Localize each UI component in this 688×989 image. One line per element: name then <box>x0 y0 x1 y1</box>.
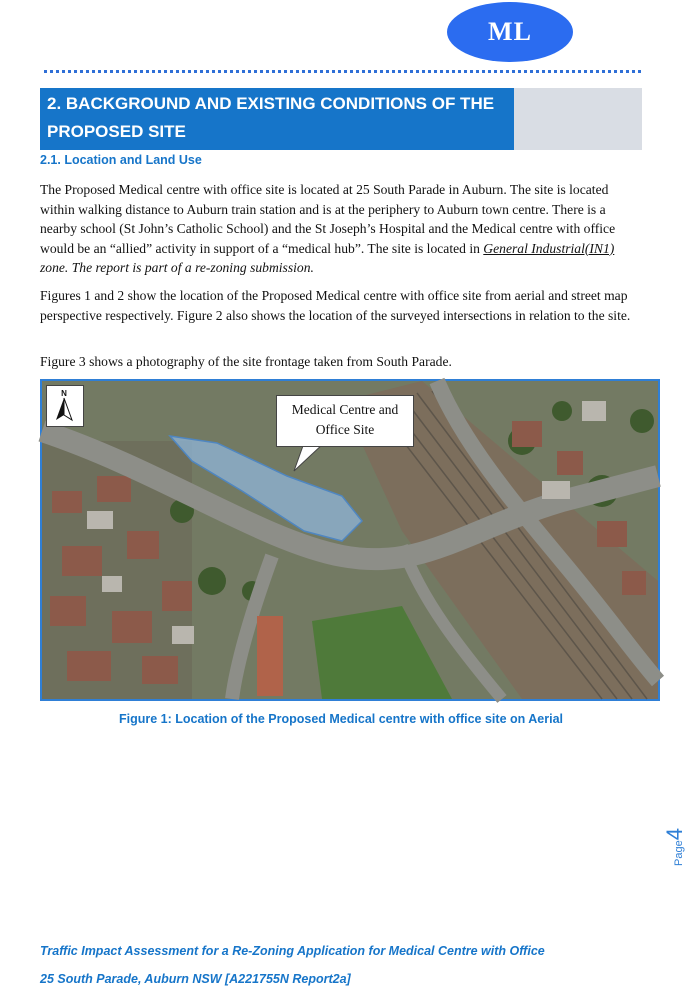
page-number <box>662 828 688 866</box>
paragraph-location <box>40 180 640 278</box>
site-callout <box>276 395 414 447</box>
footer-address: 25 South Parade, Auburn NSW [A221755N Report2a] <box>40 972 351 986</box>
page-word: Page <box>673 840 685 866</box>
north-arrow <box>46 385 84 427</box>
footer-title: Traffic Impact Assessment for a Re-Zoning Application for Medical Centre with Office <box>40 944 545 958</box>
paragraph-photo: Figure 3 shows a photography of the site frontage taken from South Parade. <box>40 354 452 369</box>
north-label: N <box>61 389 67 398</box>
section-heading-line1: 2. BACKGROUND AND EXISTING CONDITIONS OF THE <box>47 94 495 113</box>
aerial-map-figure <box>40 379 660 701</box>
section-heading-line2: PROPOSED SITE <box>47 122 186 141</box>
zone-link[interactable]: General Industrial(IN1) <box>483 240 615 256</box>
paragraph-location-tail: zone. The report is part of a re-zoning submission. <box>40 260 314 276</box>
site-callout-line2: Office Site <box>315 422 375 437</box>
paragraph-location-main: The Proposed Medical centre with office site is located at 25 South Parade in Auburn. The site is located within walking distance to Auburn train station and is at the periphery to Auburn town centre. There is a nearby school (St John’s Catholic School) and the St Joseph’s Hospital and the Medical centre with office would be an “allied” activity in support of a “medical hub”. The site is located in <box>40 182 616 256</box>
header-dotted-divider <box>44 70 641 73</box>
company-logo <box>447 2 573 62</box>
paragraph-figures: Figures 1 and 2 show the location of the Proposed Medical centre with office site from aerial and street map perspective respectively. Figure 2 also shows the location of the surveyed intersections in relation to the site. <box>40 288 631 323</box>
figure-caption: Figure 1: Location of the Proposed Medical centre with office site on Aerial <box>118 712 564 726</box>
site-callout-line1: Medical Centre and <box>291 402 399 417</box>
section-heading <box>40 88 514 150</box>
page-number-value: 4 <box>662 828 687 841</box>
subsection-heading: 2.1. Location and Land Use <box>40 153 202 167</box>
logo-text: ML <box>488 17 532 46</box>
